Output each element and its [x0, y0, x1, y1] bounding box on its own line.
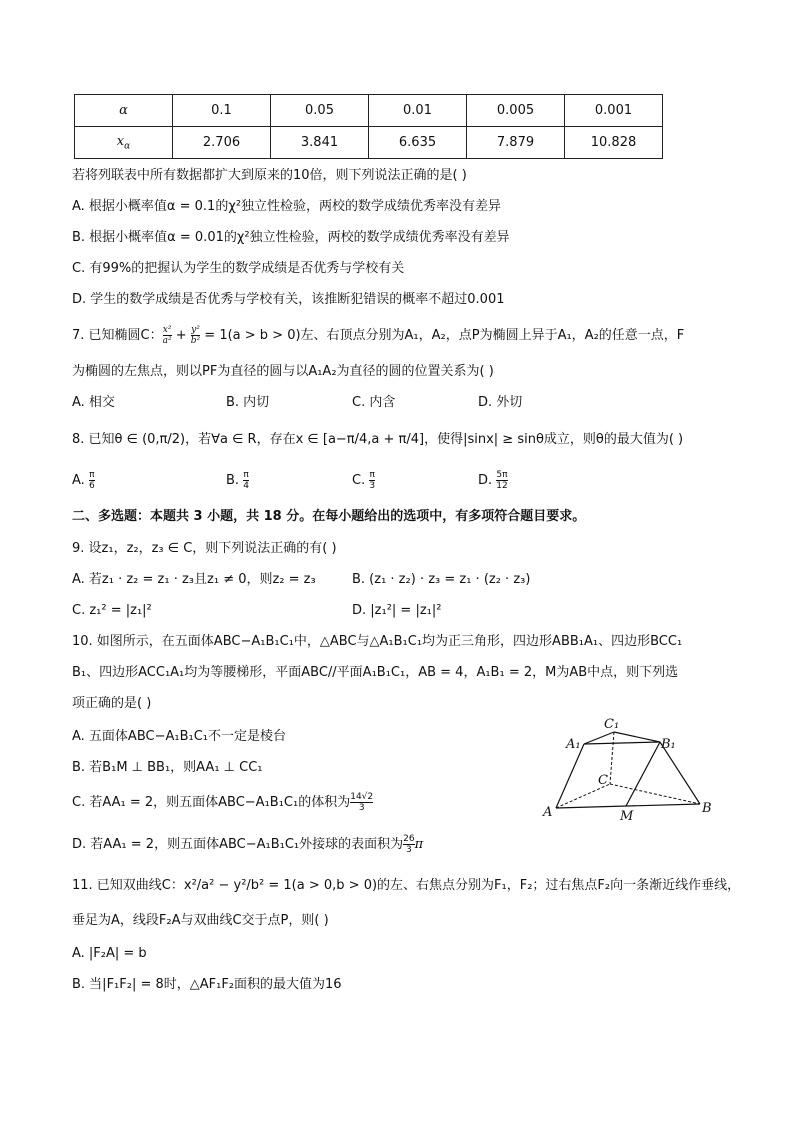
q10-option-b: B. 若B₁M ⊥ BB₁，则AA₁ ⊥ CC₁ — [72, 760, 263, 775]
q10-option-a: A. 五面体ABC−A₁B₁C₁不一定是棱台 — [72, 729, 287, 744]
q7-option-a: A. 相交 — [72, 395, 115, 410]
table-head-alpha: α — [75, 95, 173, 127]
edge-ab — [556, 804, 700, 808]
q8-option-d: D. $\frac{5\pi}{12}$ — [478, 470, 508, 491]
table-cell: 0.05 — [271, 95, 369, 127]
label-b: B — [702, 801, 712, 816]
label-b1: B₁ — [661, 737, 676, 752]
label-a: A — [543, 805, 553, 820]
q10-line3: 项正确的是( ) — [72, 696, 152, 711]
q9-option-d: D. |z₁²| = |z₁|² — [352, 603, 442, 618]
section-heading-multi-choice: 二、多选题：本题共 3 小题，共 18 分。在每小题给出的选项中，有多项符合题目要求。 — [72, 509, 586, 524]
q10-line2: B₁、四边形ACC₁A₁均为等腰梯形，平面ABC//平面A₁B₁C₁，AB = 4，A₁B₁ = 2，M为AB中点，则下列选 — [72, 665, 679, 680]
q8-stem: 8. 已知θ ∈ (0,π/2)，若∀a ∈ R，存在x ∈ [a−π/4,a + π/4]，使得|sinx| ≥ sinθ成立，则θ的最大值为( ) — [72, 432, 684, 447]
table-cell: 7.879 — [467, 127, 565, 159]
q11-line1: 11. 已知双曲线C：x²/a² − y²/b² = 1(a > 0,b > 0)的左、右焦点分别为F₁，F₂；过右焦点F₂向一条渐近线作垂线， — [72, 878, 741, 893]
label-c: C — [598, 773, 608, 788]
q6-stem: 若将列联表中所有数据都扩大到原来的10倍，则下列说法正确的是( ) — [72, 168, 467, 183]
q6-option-d: D. 学生的数学成绩是否优秀与学校有关，该推断犯错误的概率不超过0.001 — [72, 292, 505, 307]
q7-option-c: C. 内含 — [352, 395, 396, 410]
edge-cc1-hidden — [610, 732, 614, 784]
q11-line2: 垂足为A，线段F₂A与双曲线C交于点P，则( ) — [72, 913, 329, 928]
segment-b1m — [626, 742, 660, 806]
edge-a1b1 — [584, 742, 660, 744]
edge-c1b1 — [614, 732, 660, 742]
pentahedron-diagram — [540, 712, 720, 824]
pentahedron-figure — [540, 712, 720, 828]
label-c1: C₁ — [604, 717, 620, 732]
table-cell: 6.635 — [369, 127, 467, 159]
q7-line1: 7. 已知椭圆C： $\frac{\text{x²}}{\text{a²}}$ + $\frac{\text{y²}}{\text{b²}}$ = 1(a > b > 0)左、右顶点分别为A₁，A₂，点P为椭圆上异于A₁，A₂的任意一点，F — [72, 325, 685, 346]
table-row — [75, 95, 663, 127]
q6-option-c: C. 有99%的把握认为学生的数学成绩是否优秀与学校有关 — [72, 261, 405, 276]
table-row — [75, 127, 663, 159]
table-cell: 10.828 — [565, 127, 663, 159]
table-cell: 2.706 — [173, 127, 271, 159]
q9-option-c: C. z₁² = |z₁|² — [72, 603, 152, 618]
q6-option-b: B. 根据小概率值α = 0.01的χ²独立性检验，两校的数学成绩优秀率没有差异 — [72, 230, 510, 245]
q6-option-a: A. 根据小概率值α = 0.1的χ²独立性检验，两校的数学成绩优秀率没有差异 — [72, 199, 502, 214]
table-cell: 0.001 — [565, 95, 663, 127]
q9-option-a: A. 若z₁ · z₂ = z₁ · z₃且z₁ ≠ 0，则z₂ = z₃ — [72, 572, 316, 587]
label-m: M — [620, 809, 634, 824]
table-head-x-alpha: $x_\alpha$ — [75, 127, 173, 159]
edge-a1c1 — [584, 732, 614, 744]
q7-option-d: D. 外切 — [478, 395, 523, 410]
q11-option-a: A. |F₂A| = b — [72, 946, 147, 961]
table-cell: 0.1 — [173, 95, 271, 127]
table-cell: 0.01 — [369, 95, 467, 127]
critical-value-table — [74, 94, 663, 159]
q10-option-d: D. 若AA₁ = 2，则五面体ABC−A₁B₁C₁外接球的表面积为 $\frac{26}{3}$ π — [72, 834, 424, 855]
q8-option-b: B. $\frac{\pi}{4}$ — [226, 470, 249, 491]
q8-option-a: A. $\frac{\pi}{6}$ — [72, 470, 95, 491]
edge-cb-hidden — [610, 784, 700, 804]
table-cell: 3.841 — [271, 127, 369, 159]
edge-aa1 — [556, 744, 584, 808]
q10-line1: 10. 如图所示，在五面体ABC−A₁B₁C₁中，△ABC与△A₁B₁C₁均为正三角形，四边形ABB₁A₁、四边形BCC₁ — [72, 634, 683, 649]
q11-option-b: B. 当|F₁F₂| = 8时，△AF₁F₂面积的最大值为16 — [72, 977, 342, 992]
q9-stem: 9. 设z₁，z₂，z₃ ∈ C，则下列说法正确的有( ) — [72, 541, 337, 556]
q8-option-c: C. $\frac{\pi}{3}$ — [352, 470, 376, 491]
q10-option-c: C. 若AA₁ = 2，则五面体ABC−A₁B₁C₁的体积为 $\frac{14√2}{3}$ — [72, 792, 374, 813]
q7-line2: 为椭圆的左焦点，则以PF为直径的圆与以A₁A₂为直径的圆的位置关系为( ) — [72, 364, 494, 379]
label-a1: A₁ — [566, 737, 581, 752]
q7-option-b: B. 内切 — [226, 395, 270, 410]
q9-option-b: B. (z₁ · z₂) · z₃ = z₁ · (z₂ · z₃) — [352, 572, 531, 587]
table-cell: 0.005 — [467, 95, 565, 127]
